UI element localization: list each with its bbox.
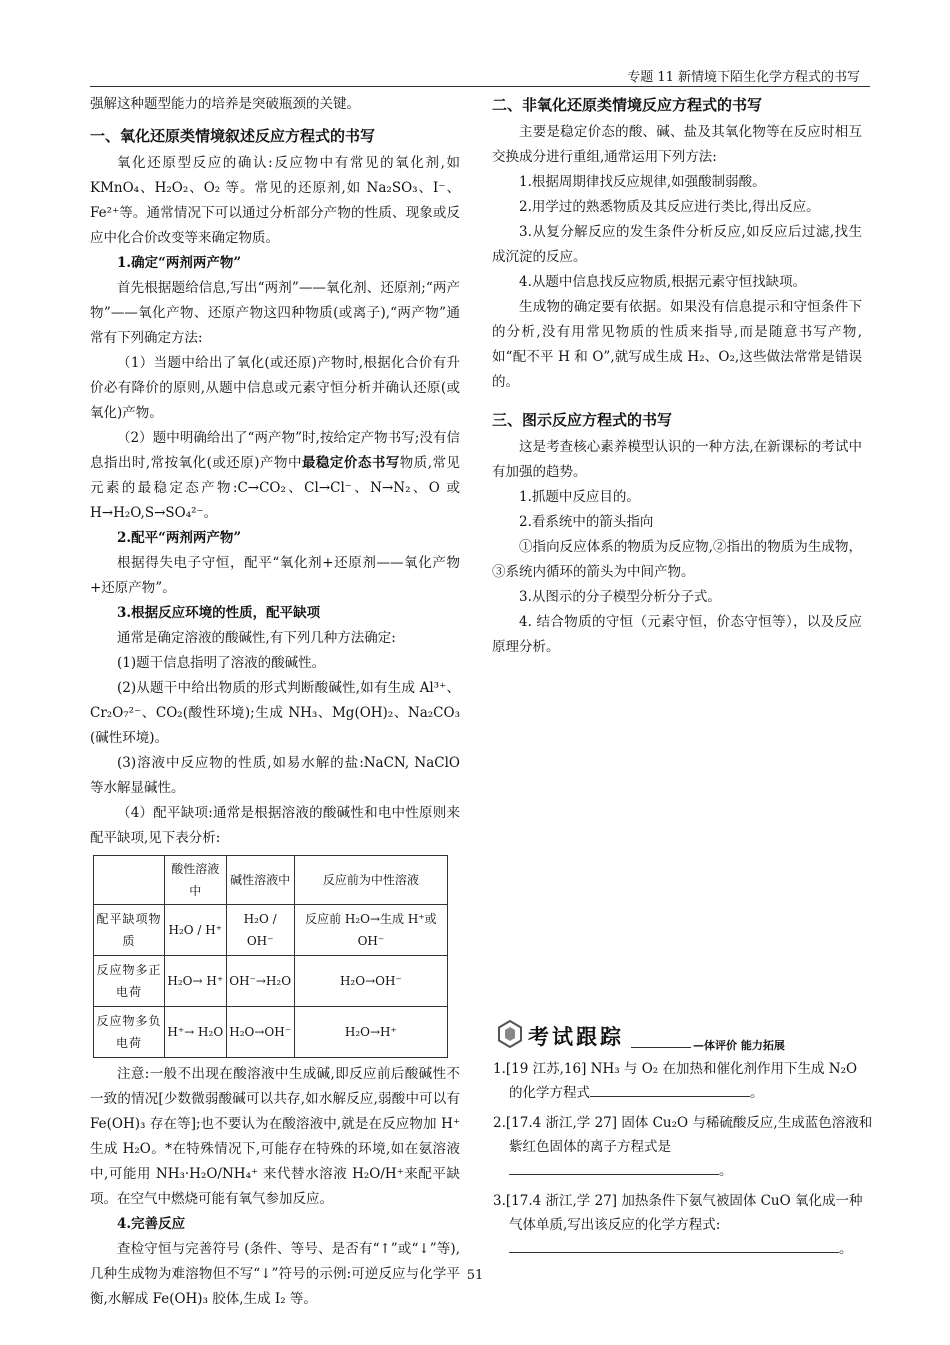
table-row xyxy=(94,956,448,1007)
question-end: 。 xyxy=(839,1241,853,1257)
section-2-item: 1.根据周期律找反应规律,如强酸制弱酸。 xyxy=(519,174,766,190)
table-cell: H₂O→H⁺ xyxy=(294,1007,447,1058)
hexagon-logo-icon xyxy=(495,1019,525,1049)
table-header-cell: 酸性溶液中 xyxy=(165,856,227,905)
section-3-para: 这是考查核心素养模型认识的一种方法,在新课标的考试中有加强的趋势。 xyxy=(492,439,862,480)
answer-blank[interactable] xyxy=(509,1174,719,1175)
section-2-item: 4.从题中信息找反应物质,根据元素守恒找缺项。 xyxy=(519,274,807,290)
question-text: 2.[17.4 浙江,学 27] 固体 Cu₂O 与稀硫酸反应,生成蓝色溶液和紫红色固体的离子方程式是 xyxy=(493,1115,873,1155)
para-3d: (3)溶液中反应物的性质,如易水解的盐:NaCN, NaClO 等水解显碱性。 xyxy=(90,755,460,796)
balance-table xyxy=(93,855,448,1058)
para-4: 查检守恒与完善符号 (条件、等号、是否有“↑”或“↓”等),几种生成物为难溶物但不写“↓”符号的示例:可逆反应与化学平衡,水解成 Fe(OH)₃ 胶体,生成 I₂ 等。 xyxy=(90,1241,460,1307)
table-cell: H₂O / H⁺ xyxy=(165,905,227,956)
heading-4: 4.完善反应 xyxy=(117,1216,186,1232)
section-2-para-2: 生成物的确定要有依据。如果没有信息提示和守恒条件下的分析,没有用常见物质的性质来指导,而是随意书写产物,如“配不平 H 和 O”,就写成生成 H₂、O₂,这些做法常常是错误的。 xyxy=(492,299,862,390)
section-3-item: 3.从图示的分子模型分析分子式。 xyxy=(519,589,721,605)
para-1c-bold: 最稳定价态书写 xyxy=(301,455,400,471)
note-para: 注意:一般不出现在酸溶液中生成碱,即反应前后酸碱性不一致的情况[少数微弱酸碱可以共存,如水解反应,弱酸中可以有 Fe(OH)₃ 存在等];也不要认为在酸溶液中,就是在反应物加 H⁺生成 H₂O。*在特殊情况下,可能存在特殊的环境,如在氨溶液中,可能用 NH₃·H₂O/NH₄⁺ 来代替水溶液 H₂O/H⁺来配平缺项。在空气中燃烧可能有氧气参加反应。 xyxy=(90,1066,460,1207)
exam-question-2 xyxy=(493,1111,873,1183)
section-1-para: 氧化还原型反应的确认:反应物中有常见的氧化剂,如 KMnO₄、H₂O₂、O₂ 等。常见的还原剂,如 Na₂SO₃、I⁻、Fe²⁺等。通常情况下可以通过分析部分产物的性质、现象或反应中化合价改变等来确定物质。 xyxy=(90,155,460,246)
exam-question-1 xyxy=(493,1057,873,1105)
table-header-cell xyxy=(94,856,165,905)
intro-text: 强解这种题型能力的培养是突破瓶颈的关键。 xyxy=(90,96,360,112)
header-title: 专题 11 新情境下陌生化学方程式的书写 xyxy=(627,70,860,85)
section-2-item: 3.从复分解反应的发生条件分析反应,如反应后过滤,找生成沉淀的反应。 xyxy=(492,224,862,265)
page-header xyxy=(90,62,870,87)
exam-banner-subtitle: —体评价 能力拓展 xyxy=(693,1039,785,1052)
table-row xyxy=(94,1007,448,1058)
question-end: 。 xyxy=(719,1163,733,1179)
section-3-item: 2.看系统中的箭头指向 xyxy=(519,514,654,530)
table-header-cell: 碱性溶液中 xyxy=(226,856,294,905)
table-cell: H₂O→OH⁻ xyxy=(226,1007,294,1058)
section-3-title: 三、图示反应方程式的书写 xyxy=(492,411,673,429)
table-cell: 反应物多正电荷 xyxy=(94,956,165,1007)
para-1c-post: 物质,常见元素的最稳定态产物:C→CO₂、Cl→Cl⁻、N→N₂、O 或 H→H₂O,S→SO₄²⁻。 xyxy=(90,455,460,521)
right-column xyxy=(492,92,862,660)
table-header-cell: 反应前为中性溶液 xyxy=(294,856,447,905)
question-text: 3.[17.4 浙江,学 27] 加热条件下氨气被固体 CuO 氧化成一种气体单质,写出该反应的化学方程式: xyxy=(493,1193,863,1233)
section-3-item: ①指向反应体系的物质为反应物,②指出的物质为生成物，③系统内循环的箭头为中间产物。 xyxy=(492,539,862,580)
section-2-item: 2.用学过的熟悉物质及其反应进行类比,得出反应。 xyxy=(519,199,820,215)
para-1a: 首先根据题给信息,写出“两剂”——氧化剂、还原剂;“两产物”——氧化产物、还原产物这四种物质(或离子),“两产物”通常有下列确定方法: xyxy=(90,280,460,346)
table-cell: 反应物多负电荷 xyxy=(94,1007,165,1058)
table-cell: H₂O→OH⁻ xyxy=(294,956,447,1007)
section-1-title: 一、氧化还原类情境叙述反应方程式的书写 xyxy=(90,127,376,145)
heading-1: 1.确定“两剂两产物” xyxy=(117,255,242,271)
para-3e: （4）配平缺项:通常是根据溶液的酸碱性和电中性原则来配平缺项,见下表分析: xyxy=(90,805,460,846)
question-text: 1.[19 江苏,16] NH₃ 与 O₂ 在加热和催化剂作用下生成 N₂O 的化学方程式 xyxy=(493,1061,858,1101)
para-3b: (1)题干信息指明了溶液的酸碱性。 xyxy=(117,655,326,671)
exam-banner xyxy=(493,1017,873,1057)
section-3-item: 4. 结合物质的守恒（元素守恒，价态守恒等），以及反应原理分析。 xyxy=(492,614,862,655)
para-1c-pre: （2）题中明确给出了“两产物”时,按给定产物书写;没有信息指出时,常按氧化(或还原)产物中 xyxy=(90,430,460,471)
section-3-item: 1.抓题中反应目的。 xyxy=(519,489,640,505)
heading-2: 2.配平“两剂两产物” xyxy=(117,530,242,546)
para-1c xyxy=(90,426,460,526)
table-cell: 配平缺项物质 xyxy=(94,905,165,956)
banner-divider xyxy=(631,1047,691,1048)
table-cell: 反应前 H₂O→生成 H⁺或 OH⁻ xyxy=(294,905,447,956)
table-cell: OH⁻→H₂O xyxy=(226,956,294,1007)
exam-banner-title: 考试跟踪 xyxy=(528,1024,624,1049)
para-1b: （1）当题中给出了氧化(或还原)产物时,根据化合价有升价必有降价的原则,从题中信息或元素守恒分析并确认还原(或氧化)产物。 xyxy=(90,355,460,421)
para-2: 根据得失电子守恒，配平“氧化剂+还原剂——氧化产物+还原产物”。 xyxy=(90,555,460,596)
table-cell: H⁺→ H₂O xyxy=(165,1007,227,1058)
page-number: 51 xyxy=(466,1268,484,1283)
table-row xyxy=(94,905,448,956)
heading-3: 3.根据反应环境的性质，配平缺项 xyxy=(117,605,321,621)
section-2-title: 二、非氧化还原类情境反应方程式的书写 xyxy=(492,96,763,114)
table-cell: H₂O→ H⁺ xyxy=(165,956,227,1007)
table-header-row xyxy=(94,856,448,905)
answer-blank[interactable] xyxy=(509,1252,839,1253)
section-2-para: 主要是稳定价态的酸、碱、盐及其氧化物等在反应时相互交换成分进行重组,通常运用下列方法: xyxy=(492,124,862,165)
left-column xyxy=(90,92,460,1312)
para-3c: (2)从题干中给出物质的形式判断酸碱性,如有生成 Al³⁺、Cr₂O₇²⁻、CO₂(酸性环境);生成 NH₃、Mg(OH)₂、Na₂CO₃ (碱性环境)。 xyxy=(90,680,460,746)
table-cell: H₂O / OH⁻ xyxy=(226,905,294,956)
para-3a: 通常是确定溶液的酸碱性,有下列几种方法确定: xyxy=(117,630,396,646)
exam-section xyxy=(493,1017,873,1267)
answer-blank[interactable] xyxy=(590,1096,750,1097)
question-end: 。 xyxy=(750,1085,764,1101)
exam-question-3 xyxy=(493,1189,873,1261)
